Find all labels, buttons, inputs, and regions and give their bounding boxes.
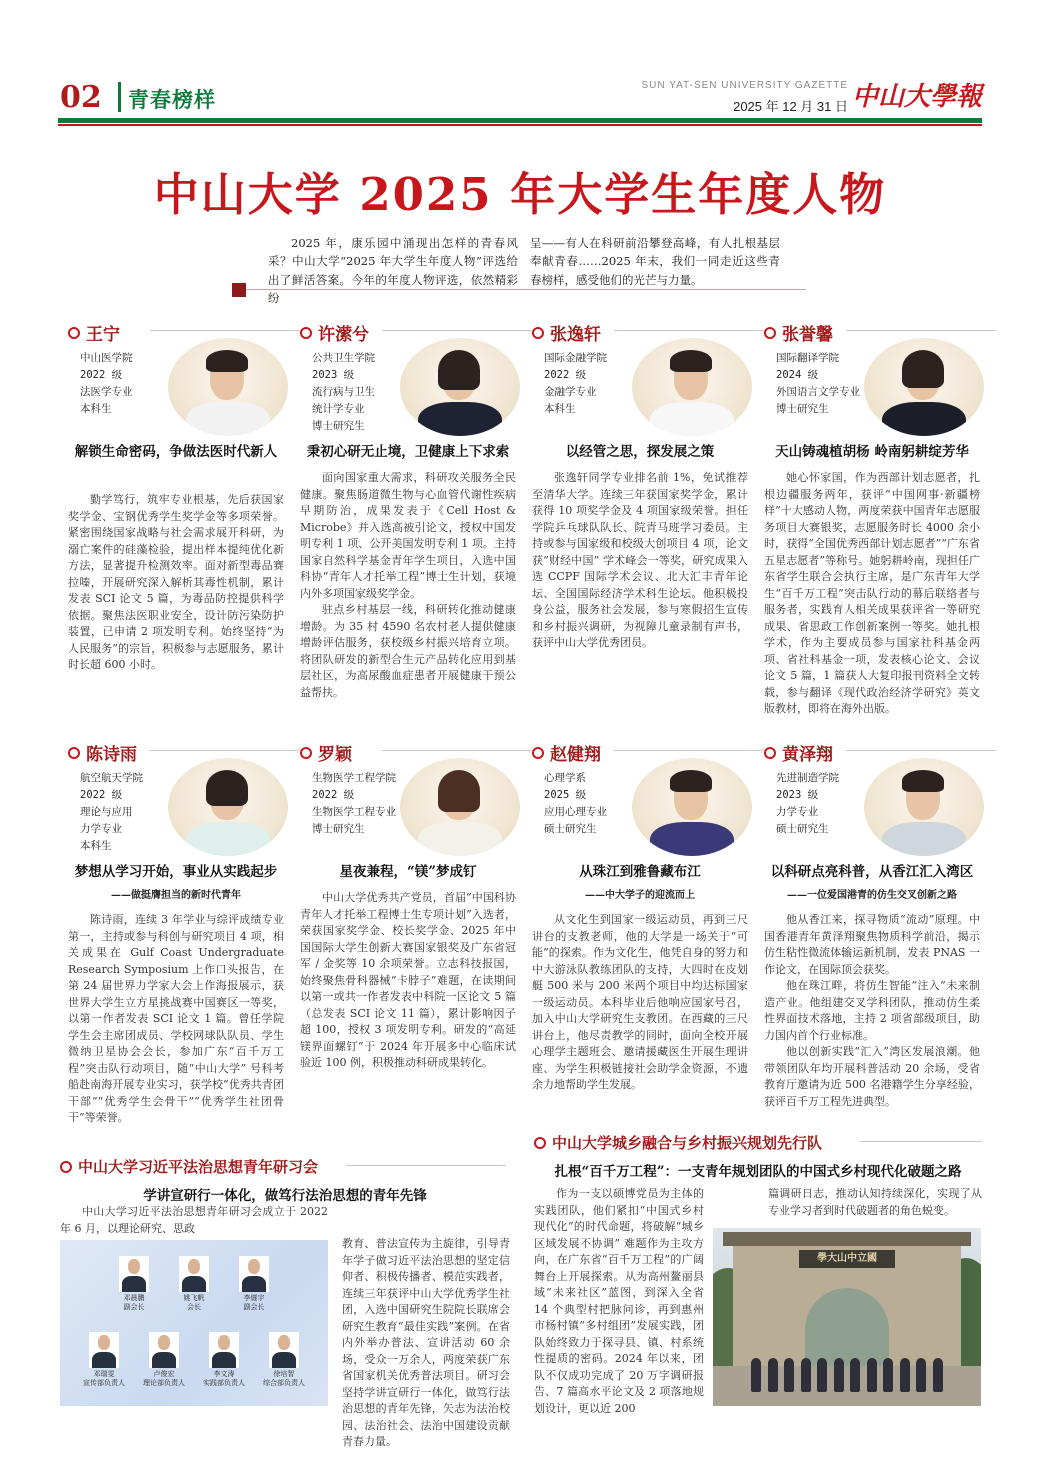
bullet-icon: [764, 747, 776, 759]
bullet-icon: [532, 747, 544, 759]
rural-section-title: 中山大学城乡融合与乡村振兴规划先行队: [534, 1132, 822, 1153]
portrait-photo: [632, 338, 752, 436]
bullet-icon: [534, 1137, 546, 1149]
profile-name: 张誉馨: [764, 320, 833, 345]
member: 姚飞帆 会长: [162, 1256, 226, 1312]
section-divider: [118, 82, 121, 112]
name-rule: [382, 750, 532, 751]
portrait-photo: [168, 758, 288, 856]
profile-headline: 星夜兼程，“镁”梦成钉: [339, 864, 477, 880]
portrait-photo: [400, 758, 520, 856]
portrait-photo: [864, 758, 984, 856]
profile-info: 心理学系 2025 级 应用心理专业 硕士研究生: [544, 772, 607, 835]
law-section-col2: 教育、普法宣传为主旋律，引导青年学子做习近平法治思想的坚定信仰者、积极传播者、模范实践者，连续三年获评中山大学优秀学生社团，入选中国研究生院院长联席会研究生教育“最佳实践”案例。在省内外举办普法、宣讲活动 60 余场，受众一万余人，两度荣获广东省国家机关优秀普法项目。研习会坚持学讲宣研行一体化，做笃行法治思想的青年先锋，矢志为法治校园、法治社会、法治中国建设贡献青春力量。: [342, 1237, 510, 1448]
profile-info: 生物医学工程学院 2022 级 生物医学工程专业 博士研究生: [312, 772, 396, 835]
name-rule: [614, 750, 764, 751]
profile-info: 国际金融学院 2022 级 金融学专业 本科生: [544, 352, 607, 415]
profile-subhead: ——做挺膺担当的新时代青年: [111, 890, 241, 901]
profile-name: 王宁: [68, 320, 120, 345]
intro-left: 2025 年，康乐园中涌现出怎样的青春风采？中山大学“2025 年大学生年度人物”评选给出了鲜活答案。今年的年度人物评选，依然精彩纷: [268, 236, 518, 306]
profile-headline: 天山铸魂植胡杨 岭南躬耕绽芳华: [775, 444, 969, 460]
profile-name: 许潆兮: [300, 320, 369, 345]
section-rule: [346, 1165, 506, 1166]
intro-rule: [246, 289, 806, 290]
bullet-icon: [300, 747, 312, 759]
profile-body: 她心怀家国，作为西部计划志愿者，扎根边疆服务两年，获评“中国网事·新疆榜样”十大感动人物，两度荣获中国青年志愿服务项目大赛银奖，志愿服务时长 4000 余小时，获得“全国优秀西部计划志愿者”“广东省五星志愿者”等称号。她躬耕岭南，现担任广东省学生联合会执行主席，是广东青年大学生“百千万工程”突击队行动的幕后联络者与服务者，实践育人相关成果获评省一等研究成果、省思政工作创新案例一等奖。她扎根学术，作为主要成员参与国家社科基金两项、省社科基金一项，发表核心论文、会议论文 5 篇，1 篇获人大复印报刊资料全文转载，参与翻译《现代政治经济学研究》英文版教材，即将在海外出版。: [764, 471, 980, 715]
rural-section-headline: 扎根“百千万工程”：一支青年规划团队的中国式乡村现代化破题之路: [554, 1164, 962, 1180]
name-rule: [150, 330, 300, 331]
member: 李燧宇 副会长: [222, 1256, 286, 1312]
portrait-photo: [864, 338, 984, 436]
profile-body: 从文化生到国家一级运动员，再到三尺讲台的支教老师，他的大学是一场关于“可能”的探索。作为文化生，他凭自身的努力和中大游泳队教练团队的支持，大四时在皮划艇 500 米与 200 米两个项目中均达标国家一级运动员。本科毕业后他响应国家号召，加入中山大学研究生支教团。在西藏的三尺讲台上，他尽责教学的同时，面向全校开展心理学主题班会、邀请援藏医生开展生理讲座、为学生积极链接社会助学金资源，不遗余力地帮助学生发展。: [532, 913, 748, 1091]
profile-body: 面向国家重大需求，科研攻关服务全民健康。聚焦肠道微生物与心血管代谢性疾病早期防治，成果发表于《Cell Host & Microbe》并入选高被引论文，授权中国发明专利 1 项、公开美国发明专利 1 项。主持国家自然科学基金青年学生项目，入选中国科协“青年人才托举工程”博士生计划，获境内外多项国家级奖学金。 驻点乡村基层一线，科研转化推动健康增龄。为 35 村 4590 名农村老人提供健康增龄评估服务，获校级乡村振兴培育立项。将团队研发的新型合生元产品转化应用到基层社区，为高尿酸血症患者开展健康干预公益帮扶。: [300, 471, 516, 699]
profile-body: 中山大学优秀共产党员，首届“中国科协青年人才托举工程博士生专项计划”入选者，荣获国家奖学金、校长奖学金、2025 年中国国际大学生创新大赛国家银奖及广东省冠军 / 金奖等 10 余项荣誉。立志科技报国，始终聚焦骨科器械“卡脖子”难题，在读期间以第一或共一作者发表中科院一区论文 5 篇（总发表 SCI 论文 11 篇），累计影响因子超 100，授权 3 项发明专利。研发的“高延镁界面螺钉”于 2024 年开展多中心临床试验近 100 例，积极推动科研成果转化。: [300, 891, 516, 1069]
member: 卢俊宏 理论部负责人: [132, 1332, 196, 1388]
profile-headline: 秉初心研无止境，卫健康上下求索: [306, 444, 510, 460]
name-rule: [382, 330, 532, 331]
header-rule-green: [58, 118, 982, 123]
profile-info: 公共卫生学院 2023 级 流行病与卫生 统计学专业 博士研究生: [312, 352, 375, 432]
bullet-icon: [68, 327, 80, 339]
profile-headline: 梦想从学习开始，事业从实践起步: [74, 864, 278, 880]
section-name: 青春榜样: [128, 87, 216, 112]
law-section-headline: 学讲宣研行一体化，做笃行法治思想的青年先锋: [143, 1188, 427, 1204]
profile-headline: 从珠江到雅鲁藏布江: [579, 864, 701, 880]
rural-section-col1: 作为一支以硕博党员为主体的实践团队，他们紧扣“中国式乡村现代化”的时代命题，将破解“城乡区域发展不协调” 难题作为主攻方向，在广东省“百千万工程”的广阔舞台上开展探索。从为高州鳌丽县域“未来社区”蓝图，到深入全省 14 个典型村把脉问诊，再到惠州市杨村镇“多村组团”发展实践，团队始终致力于探寻县、镇、村系统性提质的密码。2024 年以来，团队不仅成功完成了 20 万字调研报告、7 篇高水平论文及 2 项落地规划设计，更以近 200: [534, 1187, 704, 1415]
section-rule: [860, 1141, 982, 1142]
profile-name: 罗颖: [300, 740, 352, 765]
portrait-photo: [168, 338, 288, 436]
gate-sign: 學大山中立國: [799, 1250, 895, 1268]
page-number: 02: [60, 80, 102, 115]
campus-gate-photo: [713, 1228, 981, 1406]
name-rule: [150, 750, 300, 751]
profile-info: 先进制造学院 2023 级 力学专业 硕士研究生: [776, 772, 839, 835]
bullet-icon: [60, 1161, 72, 1173]
intro-marker: [232, 283, 246, 297]
profile-headline: 以科研点亮科普，从香江汇入湾区: [770, 864, 974, 880]
profile-name: 陈诗雨: [68, 740, 137, 765]
bullet-icon: [764, 327, 776, 339]
law-section-col1: 中山大学习近平法治思想青年研习会成立于 2022 年 6 月，以理论研究、思政: [60, 1205, 328, 1235]
bullet-icon: [532, 327, 544, 339]
member: 邓晨鹏 副会长: [102, 1256, 166, 1312]
profile-name: 赵健翔: [532, 740, 601, 765]
page-title: 中山大学 2025 年大学生年度人物: [153, 168, 887, 221]
profile-info: 中山医学院 2022 级 法医学专业 本科生: [80, 352, 133, 415]
profile-subhead: ——中大学子的迎流而上: [585, 890, 695, 901]
header-rule-red: [58, 124, 982, 126]
profile-body: 他从香江来，探寻物质“流动”原理。中国香港青年黄泽翔聚焦物质科学前沿，揭示仿生粘性微流体输运新机制，发表 PNAS 一作论文，在国际顶会获奖。 他在珠江畔，将仿生智能“注入”未来制造产业。他组建交叉学科团队，推动仿生柔性界面技术落地，主持 2 项省部级项目，助力国内首个行业标准。 他以创新实践“汇入”湾区发展浪潮。他带领团队年均开展科普活动 20 余场，受省教育厅邀请为近 500 名港籍学生分享经验，获评百千万工程先进典型。: [764, 913, 980, 1108]
profile-info: 航空航天学院 2022 级 理论与应用 力学专业 本科生: [80, 772, 143, 852]
portrait-photo: [632, 758, 752, 856]
team-photo: [60, 1240, 328, 1406]
profile-body: 张逸轩同学专业排名前 1%，免试推荐至清华大学。连续三年获国家奖学金，累计获得 10 项奖学金及 4 项国家级荣誉。担任学院乒乓球队队长、院青马班学习委员。主持或参与国家级和校级大创项目 4 项，论文获“财经中国” 学术峰会一等奖，研究成果入选 CCPF 国际学术会议、北大汇丰青年论坛、全国国际经济学术科生论坛。他积极投身公益，服务社会发展，参与寒假招生宣传和乡村振兴调研，为视障儿童录制有声书，获评中山大学优秀团员。: [532, 471, 748, 649]
profile-subhead: ——一位爱国港青的仿生交叉创新之路: [787, 890, 957, 901]
profile-body: 陈诗雨，连续 3 年学业与综评成绩专业第一，主持或参与科创与研究项目 4 项，相关成果在 Gulf Coast Undergraduate Research Symposium 上作口头报告，在第 24 届世界力学家大会上作海报展示，获世界大学生立方星挑战赛中国赛区一等奖，以第一作者发表 SCI 论文 1 篇。曾任学院学生会主席团成员、学校网球队队员、学生微纳卫星协会会长，参加广东“百千万工程”突击队行动项目，随“中山大学” 号科考船赴南海开展专业实习，获学校“优秀共青团干部”“优秀学生会骨干”“优秀学生社团骨干”等荣誉。: [68, 913, 284, 1124]
profile-name: 黄泽翔: [764, 740, 833, 765]
profile-headline: 解锁生命密码，争做法医时代新人: [74, 444, 278, 460]
intro-right: 呈——有人在科研前沿攀登高峰，有人扎根基层奉献青春……2025 年末，我们一同走近这些青春榜样，感受他们的光芒与力量。: [530, 236, 780, 287]
name-rule: [846, 750, 996, 751]
law-section-title: 中山大学习近平法治思想青年研习会: [60, 1156, 318, 1177]
bullet-icon: [68, 747, 80, 759]
profile-body: 勤学笃行，筑牢专业根基，先后获国家奖学金、宝钢优秀学生奖学金等多项荣誉。紧密围绕国家战略与社会需求展开科研，为溺亡案件的硅藻检验，提出样本提纯优化新方法，显著提升检测效率。面对新型毒品赛拉嗪，开展研究深入解析其毒性机制，累计发表 SCI 论文 5 篇，为毒品防控提供科学依据。聚焦法医职业安全，设计防污染防护装置，已申请 2 项发明专利。始终坚持“为人民服务”的宗旨，积极参与志愿服务，累计时长超 600 小时。: [68, 493, 284, 671]
portrait-photo: [400, 338, 520, 436]
name-rule: [614, 330, 764, 331]
profile-info: 国际翻译学院 2024 级 外国语言文学专业 博士研究生: [776, 352, 860, 415]
bullet-icon: [300, 327, 312, 339]
gazette-logo: 中山大學報: [851, 82, 982, 112]
member: 徐培智 综合部负责人: [252, 1332, 316, 1388]
name-rule: [846, 330, 996, 331]
rural-section-col2: 篇调研日志，推动认知持续深化，实现了从专业学习者到时代破题者的角色蜕变。: [768, 1187, 982, 1217]
issue-date: 2025 年 12 月 31 日: [733, 99, 848, 114]
profile-name: 张逸轩: [532, 320, 601, 345]
profile-headline: 以经管之思，探发展之策: [565, 444, 715, 460]
gazette-english-name: SUN YAT-SEN UNIVERSITY GAZETTE: [641, 80, 848, 91]
member: 李文涛 实践部负责人: [192, 1332, 256, 1388]
member: 邓瑞雯 宣传部负责人: [72, 1332, 136, 1388]
